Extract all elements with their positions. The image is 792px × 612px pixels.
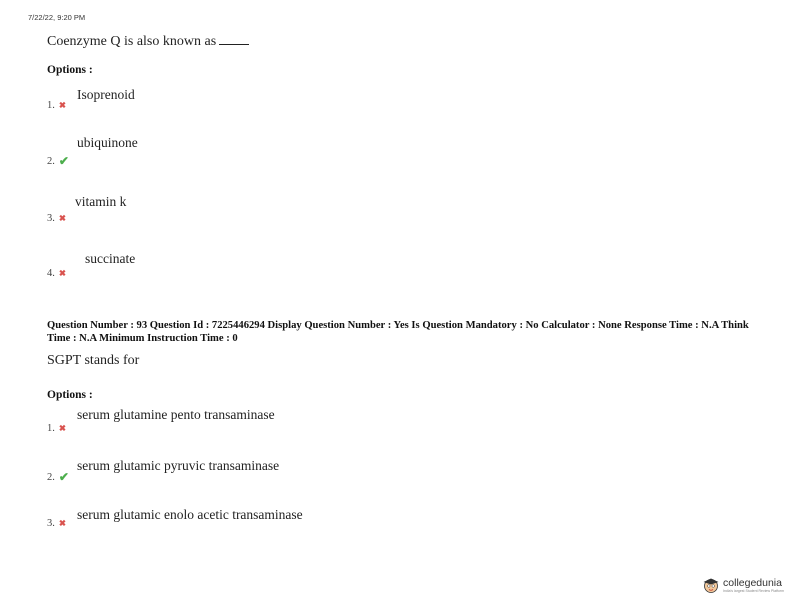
option-index: 2. xyxy=(47,155,55,167)
option-number xyxy=(47,471,69,483)
option-number xyxy=(47,268,66,279)
option-number xyxy=(47,155,69,167)
option-text: serum glutamic enolo acetic transaminase xyxy=(77,507,303,522)
cross-icon: ✖ xyxy=(58,100,66,111)
check-icon: ✔ xyxy=(58,154,69,168)
options-label: Options : xyxy=(47,389,93,401)
option-index: 3. xyxy=(47,518,55,529)
option-text: serum glutamine pento transaminase xyxy=(77,407,275,422)
option-index: 1. xyxy=(47,423,55,434)
question-2-text: SGPT stands for xyxy=(47,353,140,368)
cross-icon: ✖ xyxy=(58,213,66,224)
question-text: Coenzyme Q is also known as xyxy=(47,34,217,49)
option-index: 2. xyxy=(47,471,55,483)
option-number xyxy=(47,423,66,434)
option-number xyxy=(47,100,66,111)
option-text: succinate xyxy=(85,251,136,266)
option-index: 1. xyxy=(47,100,55,111)
cross-icon: ✖ xyxy=(58,423,66,434)
check-icon: ✔ xyxy=(58,470,69,484)
option-index: 3. xyxy=(47,213,55,224)
cross-icon: ✖ xyxy=(58,518,66,529)
collegedunia-logo xyxy=(702,576,784,594)
option-number xyxy=(47,213,66,224)
answer-blank xyxy=(219,34,249,45)
brand-tagline: India's largest Student Review Platform xyxy=(723,589,784,593)
print-timestamp: 7/22/22, 9:20 PM xyxy=(28,13,86,22)
cross-icon: ✖ xyxy=(58,268,66,279)
student-mascot-icon xyxy=(702,576,720,594)
option-text: Isoprenoid xyxy=(77,87,135,102)
options-label: Options : xyxy=(47,64,93,76)
option-index: 4. xyxy=(47,268,55,279)
question-1-text xyxy=(47,34,249,50)
question-meta: Question Number : 93 Question Id : 7225446294 Display Question Number : Yes Is Question Mandatory : No Calculator : None Response Time : N.A Think Time : N.A Minimum Instruction Time : 0 xyxy=(47,320,749,344)
option-number xyxy=(47,518,66,529)
option-text: serum glutamic pyruvic transaminase xyxy=(77,458,280,473)
option-text: vitamin k xyxy=(75,194,127,209)
option-text: ubiquinone xyxy=(77,135,138,150)
brand-name: collegedunia xyxy=(723,577,782,589)
